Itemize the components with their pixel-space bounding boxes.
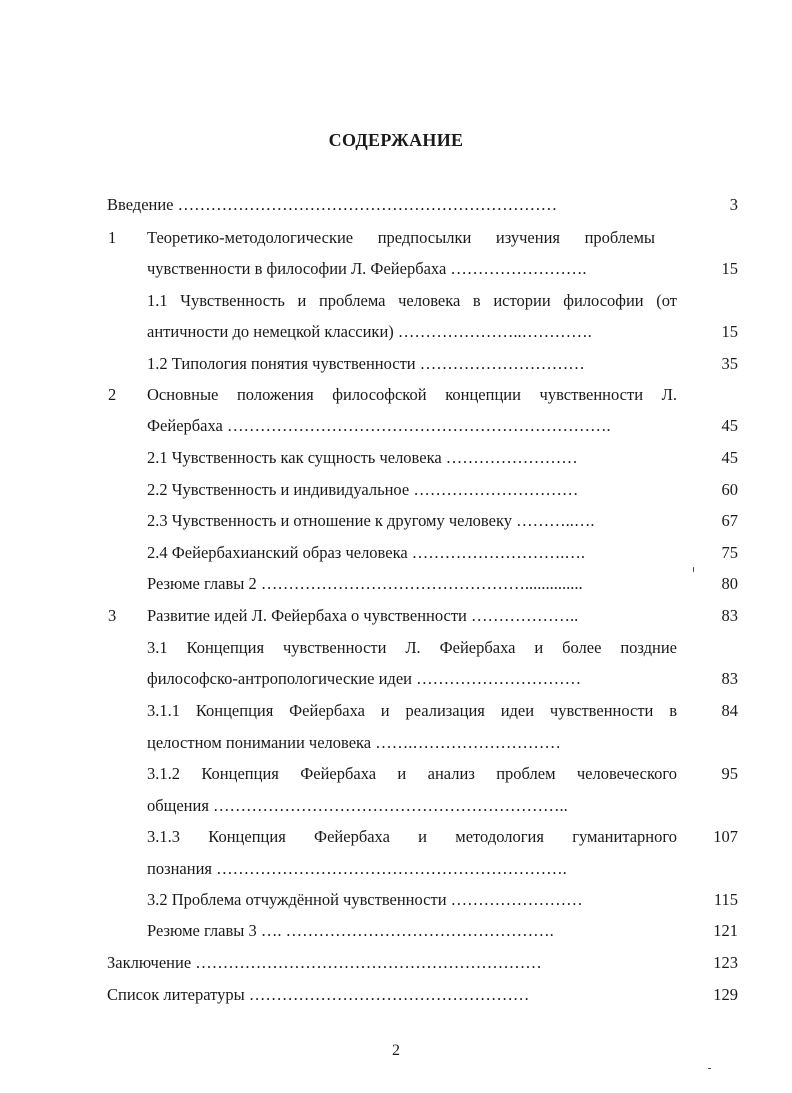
toc-entry-section-1-1-line1: 1.1 Чувственность и проблема человека в истории философии (от bbox=[147, 291, 677, 310]
toc-page-chapter-2: 45 bbox=[721, 416, 738, 435]
toc-page-section-3-1-2: 95 bbox=[721, 764, 738, 783]
toc-page-section-3-1-1: 84 bbox=[721, 701, 738, 720]
toc-entry-section-3-1-line2: философско-антропологические идеи ………………………… bbox=[147, 669, 582, 688]
page-title: СОДЕРЖАНИЕ bbox=[328, 130, 464, 150]
toc-entry-introduction: Введение …………………………………………………………… bbox=[107, 195, 558, 214]
toc-entry-summary-chapter-3: Резюме главы 3 …. …………………………………………. bbox=[147, 921, 554, 940]
scan-speck bbox=[708, 1068, 711, 1069]
toc-entry-section-3-1-2-line1: 3.1.2 Концепция Фейербаха и анализ проблем человеческого bbox=[147, 764, 677, 783]
scan-speck bbox=[693, 567, 694, 572]
toc-page-section-2-2: 60 bbox=[721, 480, 738, 499]
toc-entry-section-1-2: 1.2 Типология понятия чувственности ………………………… bbox=[147, 354, 585, 373]
toc-entry-chapter-3: Развитие идей Л. Фейербаха о чувственности ……………….. bbox=[147, 606, 579, 625]
toc-entry-chapter-1-line2: чувственности в философии Л. Фейербаха ……………………. bbox=[147, 259, 587, 278]
toc-entry-section-3-1-3-line1: 3.1.3 Концепция Фейербаха и методология гуманитарного bbox=[147, 827, 677, 846]
toc-page-chapter-1: 15 bbox=[721, 259, 738, 278]
toc-entry-section-3-1-2-line2: общения ……………………………………………………….. bbox=[147, 796, 568, 815]
toc-page-section-2-3: 67 bbox=[721, 511, 738, 530]
toc-page-section-2-4: 75 bbox=[721, 543, 738, 562]
toc-page-section-1-2: 35 bbox=[721, 354, 738, 373]
toc-entry-section-2-4: 2.4 Фейербахианский образ человека ……………………….…. bbox=[147, 543, 586, 562]
toc-entry-conclusion: Заключение ……………………………………………………… bbox=[107, 953, 542, 972]
chapter-number-1: 1 bbox=[108, 228, 117, 247]
toc-entry-chapter-2-line1: Основные положения философской концепции чувственности Л. bbox=[147, 385, 677, 404]
toc-page-introduction: 3 bbox=[729, 195, 738, 214]
page-number: 2 bbox=[392, 1042, 400, 1059]
toc-page-section-1-1: 15 bbox=[721, 322, 738, 341]
toc-entry-section-3-1-line1: 3.1 Концепция чувственности Л. Фейербаха и более поздние bbox=[147, 638, 677, 657]
toc-page-section-3-2: 115 bbox=[713, 890, 738, 909]
chapter-number-3: 3 bbox=[108, 606, 117, 625]
toc-page-chapter-3: 83 bbox=[721, 606, 738, 625]
toc-page-section-3-1: 83 bbox=[721, 669, 738, 688]
chapter-number-2: 2 bbox=[108, 385, 117, 404]
toc-entry-section-2-1: 2.1 Чувственность как сущность человека …………………… bbox=[147, 448, 578, 467]
toc-page-summary-chapter-3: 121 bbox=[713, 921, 738, 940]
toc-entry-section-3-2: 3.2 Проблема отчуждённой чувственности …………………… bbox=[147, 890, 583, 909]
toc-entry-section-3-1-3-line2: познания ………………………………………………………. bbox=[147, 859, 567, 878]
toc-page-summary-chapter-2: 80 bbox=[721, 574, 738, 593]
toc-entry-section-1-1-line2: античности до немецкой классики) …………………..…………. bbox=[147, 322, 592, 341]
toc-entry-chapter-1-line1: Теоретико-методологические предпосылки изучения проблемы bbox=[147, 228, 655, 247]
toc-entry-section-3-1-1-line2: целостном понимании человека …….……………………… bbox=[147, 733, 561, 752]
toc-page-section-3-1-3: 107 bbox=[713, 827, 738, 846]
toc-entry-bibliography: Список литературы …………………………………………… bbox=[107, 985, 530, 1004]
toc-entry-summary-chapter-2: Резюме главы 2 ………………………………………….............. bbox=[147, 574, 583, 593]
toc-entry-section-2-3: 2.3 Чувственность и отношение к другому человеку ………..…. bbox=[147, 511, 595, 530]
toc-entry-chapter-2-line2: Фейербаха ……………………………………………………………. bbox=[147, 416, 611, 435]
toc-entry-section-2-2: 2.2 Чувственность и индивидуальное ………………………… bbox=[147, 480, 579, 499]
toc-page-section-2-1: 45 bbox=[721, 448, 738, 467]
toc-entry-section-3-1-1-line1: 3.1.1 Концепция Фейербаха и реализация идеи чувственности в bbox=[147, 701, 677, 720]
toc-page-conclusion: 123 bbox=[713, 953, 738, 972]
toc-page-bibliography: 129 bbox=[713, 985, 738, 1004]
